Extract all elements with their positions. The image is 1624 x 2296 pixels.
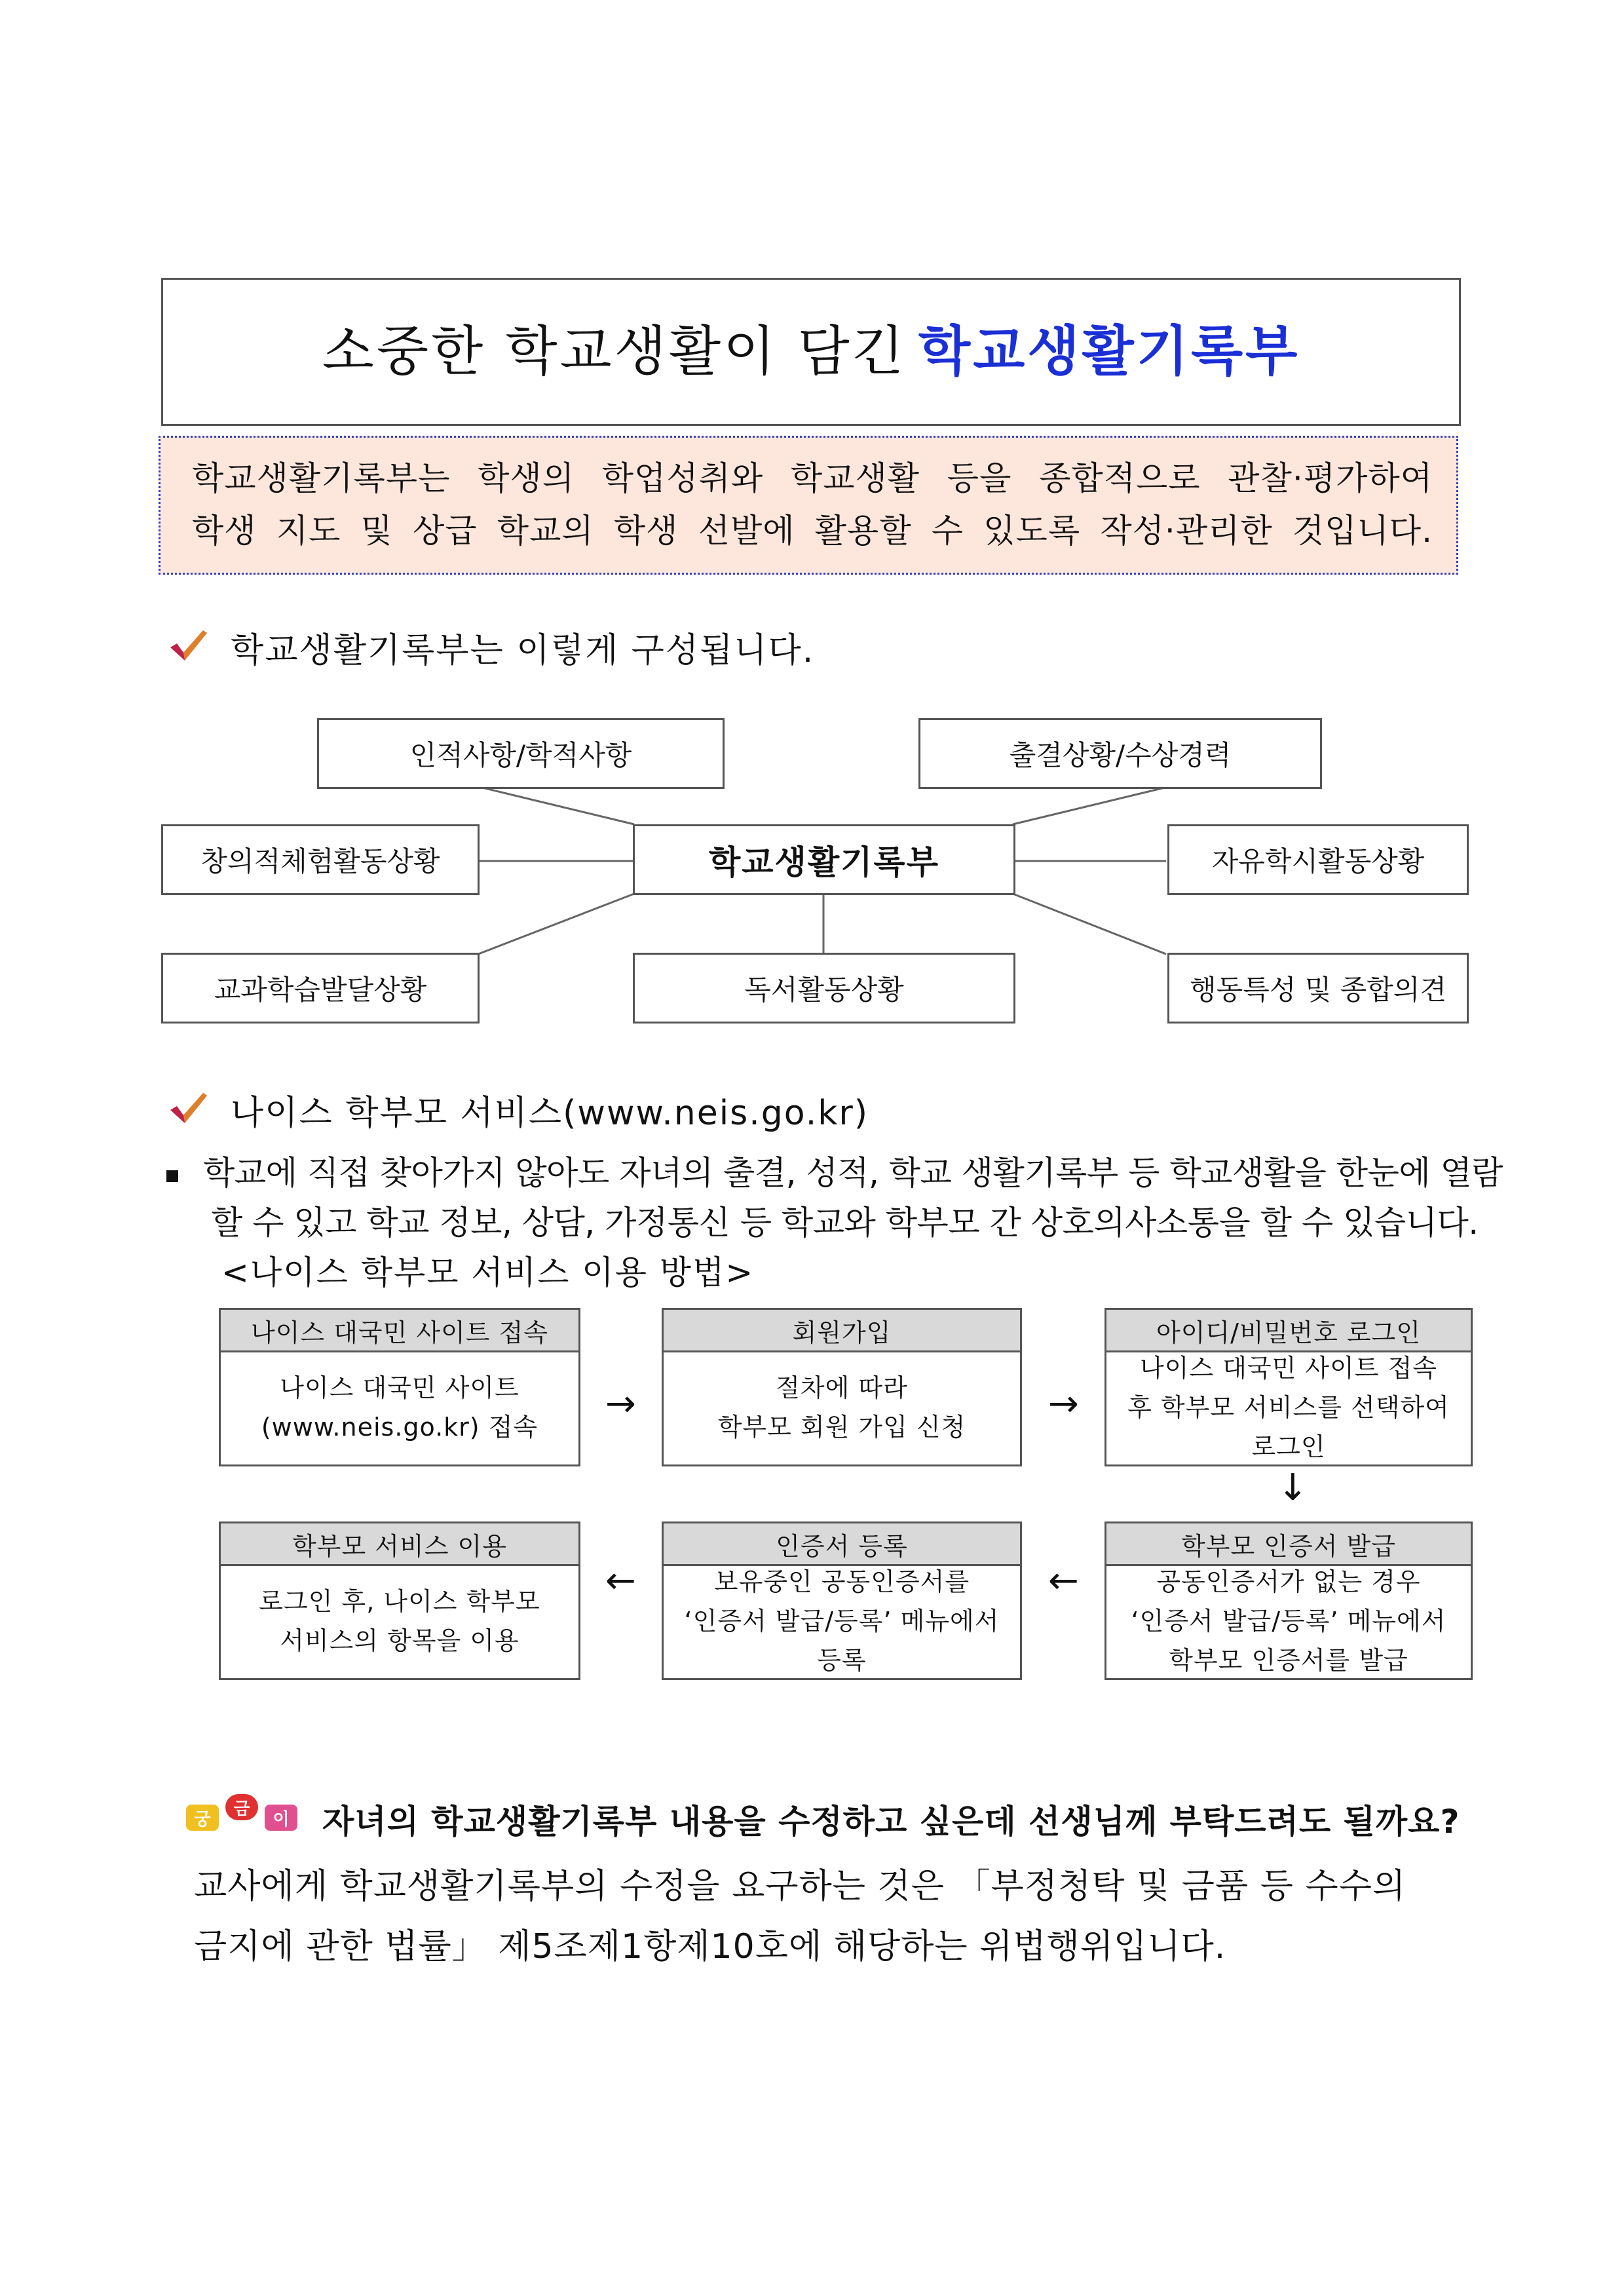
step-use-service [219, 1521, 580, 1680]
step-body-line: 등록 [817, 1646, 867, 1675]
step-signup [662, 1308, 1022, 1466]
node-creative-activities: 창의적체험활동상황 [161, 824, 480, 895]
node-behavior-opinion: 행동특성 및 종합의견 [1167, 953, 1469, 1024]
qa-question: 자녀의 학교생활기록부 내용을 수정하고 싶은데 선생님께 부탁드려도 될까요? [322, 1803, 1460, 1841]
method-title: <나이스 학부모 서비스 이용 방법> [221, 1253, 755, 1292]
node-center-record: 학교생활기록부 [633, 824, 1015, 895]
node-attendance-awards: 출결상황/수상경력 [918, 718, 1322, 789]
badge-gung: 궁 [186, 1805, 219, 1831]
qa-answer-line: 금지에 관한 법률」 제5조제1항제10호에 해당하는 위법행위입니다. [194, 1927, 1226, 1966]
step-head: 학부모 인증서 발급 [1106, 1523, 1471, 1566]
step-body-line: 절차에 따라 [776, 1373, 908, 1402]
step-body-line: 학부모 인증서를 발급 [1169, 1646, 1408, 1675]
intro-line: 학교생활기록부는 학생의 학업성취와 학교생활 등을 종합적으로 관찰·평가하여 [192, 459, 1433, 497]
page-title-accent: 학교생활기록부 [918, 320, 1300, 383]
arrow-left-icon: ← [1048, 1559, 1079, 1602]
step-body [664, 1350, 1020, 1464]
step-body [1106, 1350, 1471, 1464]
node-subject-learning: 교과학습발달상황 [161, 953, 480, 1024]
step-body-line: 나이스 대국민 사이트 접속 [1139, 1354, 1438, 1383]
badge-geum: 금 [225, 1794, 258, 1820]
step-body [221, 1350, 578, 1464]
step-head: 아이디/비밀번호 로그인 [1106, 1310, 1471, 1352]
step-issue-cert [1105, 1521, 1473, 1680]
node-personal-academic: 인적사항/학적사항 [317, 718, 725, 789]
arrow-right-icon: → [605, 1383, 636, 1425]
step-head: 인증서 등록 [664, 1523, 1020, 1566]
step-register-cert [662, 1521, 1022, 1680]
step-head: 회원가입 [664, 1310, 1020, 1352]
step-body-line: 학부모 회원 가입 신청 [717, 1413, 966, 1442]
step-body-line: 로그인 후, 나이스 학부모 [259, 1587, 540, 1616]
step-body-line: 공동인증서가 없는 경우 [1156, 1567, 1421, 1596]
step-site-access [219, 1308, 580, 1466]
step-login [1105, 1308, 1473, 1466]
step-body-line: 로그인 [1251, 1432, 1326, 1461]
bullet-text-line: 학교에 직접 찾아가지 않아도 자녀의 출결, 성적, 학교 생활기록부 등 학교생활을 한눈에 열람 [203, 1154, 1503, 1192]
step-body-line: 보유중인 공동인증서를 [713, 1567, 970, 1596]
arrow-right-icon: → [1048, 1383, 1079, 1425]
arrow-down-icon: ↓ [1277, 1466, 1308, 1509]
node-reading-activities: 독서활동상황 [633, 953, 1015, 1024]
step-head: 나이스 대국민 사이트 접속 [221, 1310, 578, 1352]
node-free-semester: 자유학시활동상황 [1167, 824, 1469, 895]
step-body [1106, 1564, 1471, 1678]
step-body-line: 나이스 대국민 사이트 [280, 1373, 519, 1402]
step-body [221, 1564, 578, 1678]
step-body-line: 서비스의 항목을 이용 [280, 1626, 519, 1655]
step-head: 학부모 서비스 이용 [221, 1523, 578, 1566]
checkmark-icon [168, 1090, 208, 1124]
section-heading-structure: 학교생활기록부는 이렇게 구성됩니다. [231, 631, 815, 670]
qa-answer-line: 교사에게 학교생활기록부의 수정을 요구하는 것은 「부정청탁 및 금품 등 수수의 [194, 1867, 1407, 1906]
bullet-text-line: 할 수 있고 학교 정보, 상담, 가정통신 등 학교와 학부모 간 상호의사소통을 할 수 있습니다. [211, 1204, 1479, 1242]
step-body-line: 후 학부모 서비스를 선택하여 [1127, 1393, 1450, 1422]
badge-i: 이 [265, 1805, 297, 1831]
step-body-line: ‘인증서 발급/등록’ 메뉴에서 [684, 1607, 1000, 1636]
arrow-left-icon: ← [605, 1559, 636, 1602]
intro-line: 학생 지도 및 상급 학교의 학생 선발에 활용할 수 있도록 작성·관리한 것입니다. [192, 512, 1433, 550]
step-body-line: (www.neis.go.kr) 접속 [261, 1413, 538, 1442]
bullet-icon [166, 1170, 178, 1182]
step-body [664, 1564, 1020, 1678]
page-title-plain: 소중한 학교생활이 담긴 [322, 320, 907, 383]
section-heading-neis: 나이스 학부모 서비스(www.neis.go.kr) [231, 1094, 869, 1133]
step-body-line: ‘인증서 발급/등록’ 메뉴에서 [1131, 1607, 1446, 1636]
